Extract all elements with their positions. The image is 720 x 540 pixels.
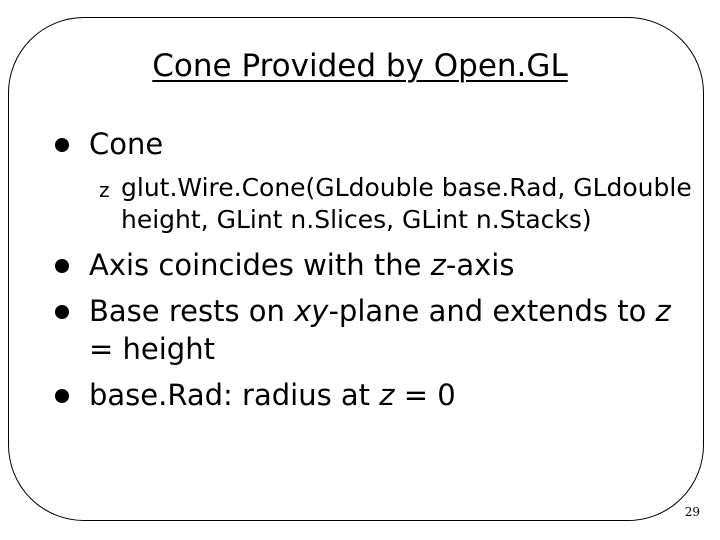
page-number: 29 bbox=[684, 505, 700, 519]
bullet-axis-text-a: Axis coincides with the bbox=[89, 248, 431, 282]
var-z: z bbox=[379, 378, 395, 412]
bullet-baserad-text-a: base.Rad: radius at bbox=[89, 378, 380, 412]
bullet-icon bbox=[55, 305, 69, 319]
var-xy: xy bbox=[294, 294, 329, 328]
bullet-base-text-a: Base rests on bbox=[89, 294, 295, 328]
bullet-baserad-text-b: = 0 bbox=[394, 378, 456, 412]
bullet-base-line-2: = height bbox=[89, 332, 215, 366]
bullet-cone-label: Cone bbox=[89, 127, 164, 161]
sub-item-line-2: height, GLint n.Slices, GLint n.Stacks) bbox=[121, 205, 592, 234]
bullet-icon bbox=[55, 138, 69, 152]
slide-title: Cone Provided by Open.GL bbox=[152, 48, 568, 84]
bullet-base-text-b: -plane and extends to bbox=[328, 294, 656, 328]
bullet-icon bbox=[55, 259, 69, 273]
bullet-icon bbox=[55, 389, 69, 403]
sub-bullet-marker-icon: z bbox=[99, 178, 110, 202]
sub-item-line-1: glut.Wire.Cone(GLdouble base.Rad, GLdouble bbox=[121, 173, 692, 202]
bullet-axis-text-b: -axis bbox=[445, 248, 515, 282]
var-z: z bbox=[655, 294, 671, 328]
bullet-base-line-1 bbox=[89, 293, 671, 329]
var-z: z bbox=[430, 248, 446, 282]
bullet-axis-text bbox=[89, 247, 514, 283]
bullet-baserad-text bbox=[89, 377, 456, 413]
